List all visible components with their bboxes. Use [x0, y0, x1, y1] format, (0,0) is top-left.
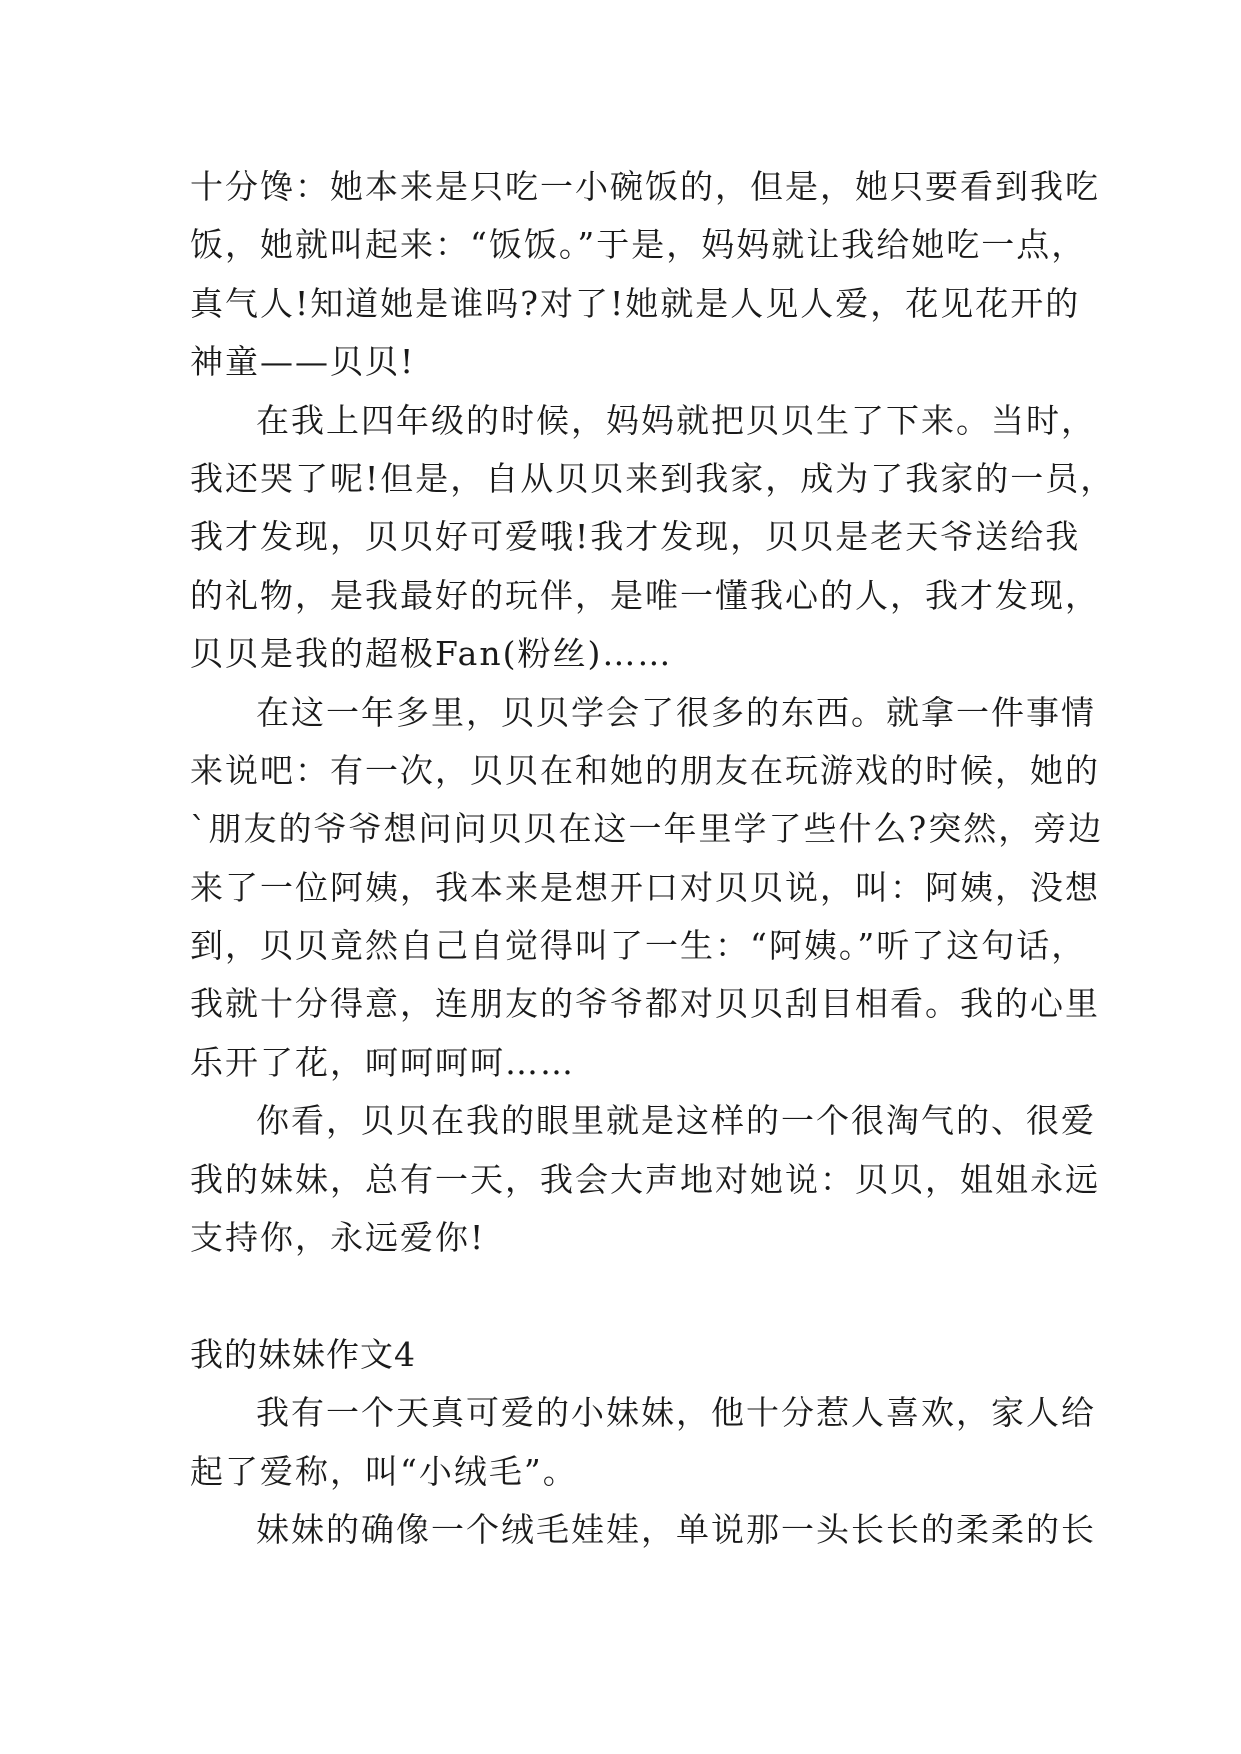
paragraph: [190, 684, 1104, 1093]
text-line: 贝贝是我的超极Fan(粉丝)……: [190, 634, 673, 674]
text-line: 你看，贝贝在我的眼里就是这样的一个很淘气的、很爱: [256, 1101, 1096, 1141]
text-line: 我还哭了呢!但是，自从贝贝来到我家，成为了我家的一员，: [190, 458, 1116, 498]
text-line: 十分馋：她本来是只吃一小碗饭的，但是，她只要看到我吃: [190, 167, 1100, 206]
text-line: 我就十分得意，连朋友的爷爷都对贝贝刮目相看。我的心里: [190, 984, 1100, 1024]
paragraph: [190, 1384, 1096, 1501]
text-line: 我有一个天真可爱的小妹妹，他十分惹人喜欢，家人给: [256, 1393, 1096, 1433]
paragraph: [190, 1501, 1096, 1559]
text-line: 的礼物，是我最好的玩伴，是唯一懂我心的人，我才发现，: [190, 575, 1100, 615]
paragraph: [190, 158, 1100, 392]
text-line: `朋友的爷爷想问问贝贝在这一年里学了些什么?突然，旁边: [190, 809, 1104, 849]
text-line: 真气人!知道她是谁吗?对了!她就是人见人爱，花见花开的: [190, 283, 1081, 323]
text-line: 妹妹的确像一个绒毛娃娃，单说那一头长长的柔柔的长: [256, 1509, 1096, 1549]
essay-text: [190, 158, 1116, 1559]
paragraph: [190, 1092, 1100, 1267]
paragraph: [190, 392, 1116, 684]
text-line: 来说吧：有一次，贝贝在和她的朋友在玩游戏的时候，她的: [190, 750, 1100, 790]
section-heading: 我的妹妹作文4: [190, 1334, 416, 1374]
text-line: 我才发现，贝贝好可爱哦!我才发现，贝贝是老天爷送给我: [190, 517, 1081, 557]
blank-line: [190, 1267, 1070, 1325]
text-line: 在这一年多里，贝贝学会了很多的东西。就拿一件事情: [256, 692, 1096, 732]
text-line: 我的妹妹，总有一天，我会大声地对她说：贝贝，姐姐永远: [190, 1159, 1100, 1199]
text-line: 乐开了花，呵呵呵呵……: [190, 1042, 575, 1082]
text-line: 在我上四年级的时候，妈妈就把贝贝生了下来。当时，: [256, 400, 1096, 440]
text-line: 来了一位阿姨，我本来是想开口对贝贝说，叫：阿姨，没想: [190, 867, 1100, 907]
text-line: 到，贝贝竟然自己自觉得叫了一生：“阿姨。”听了这句话，: [190, 926, 1087, 966]
text-line: 神童——贝贝!: [190, 342, 416, 382]
text-line: 饭，她就叫起来：“饭饭。”于是，妈妈就让我给她吃一点，: [190, 225, 1087, 265]
text-line: 起了爱称，叫“小绒毛”。: [190, 1451, 578, 1491]
text-line: 支持你，永远爱你!: [190, 1218, 486, 1258]
